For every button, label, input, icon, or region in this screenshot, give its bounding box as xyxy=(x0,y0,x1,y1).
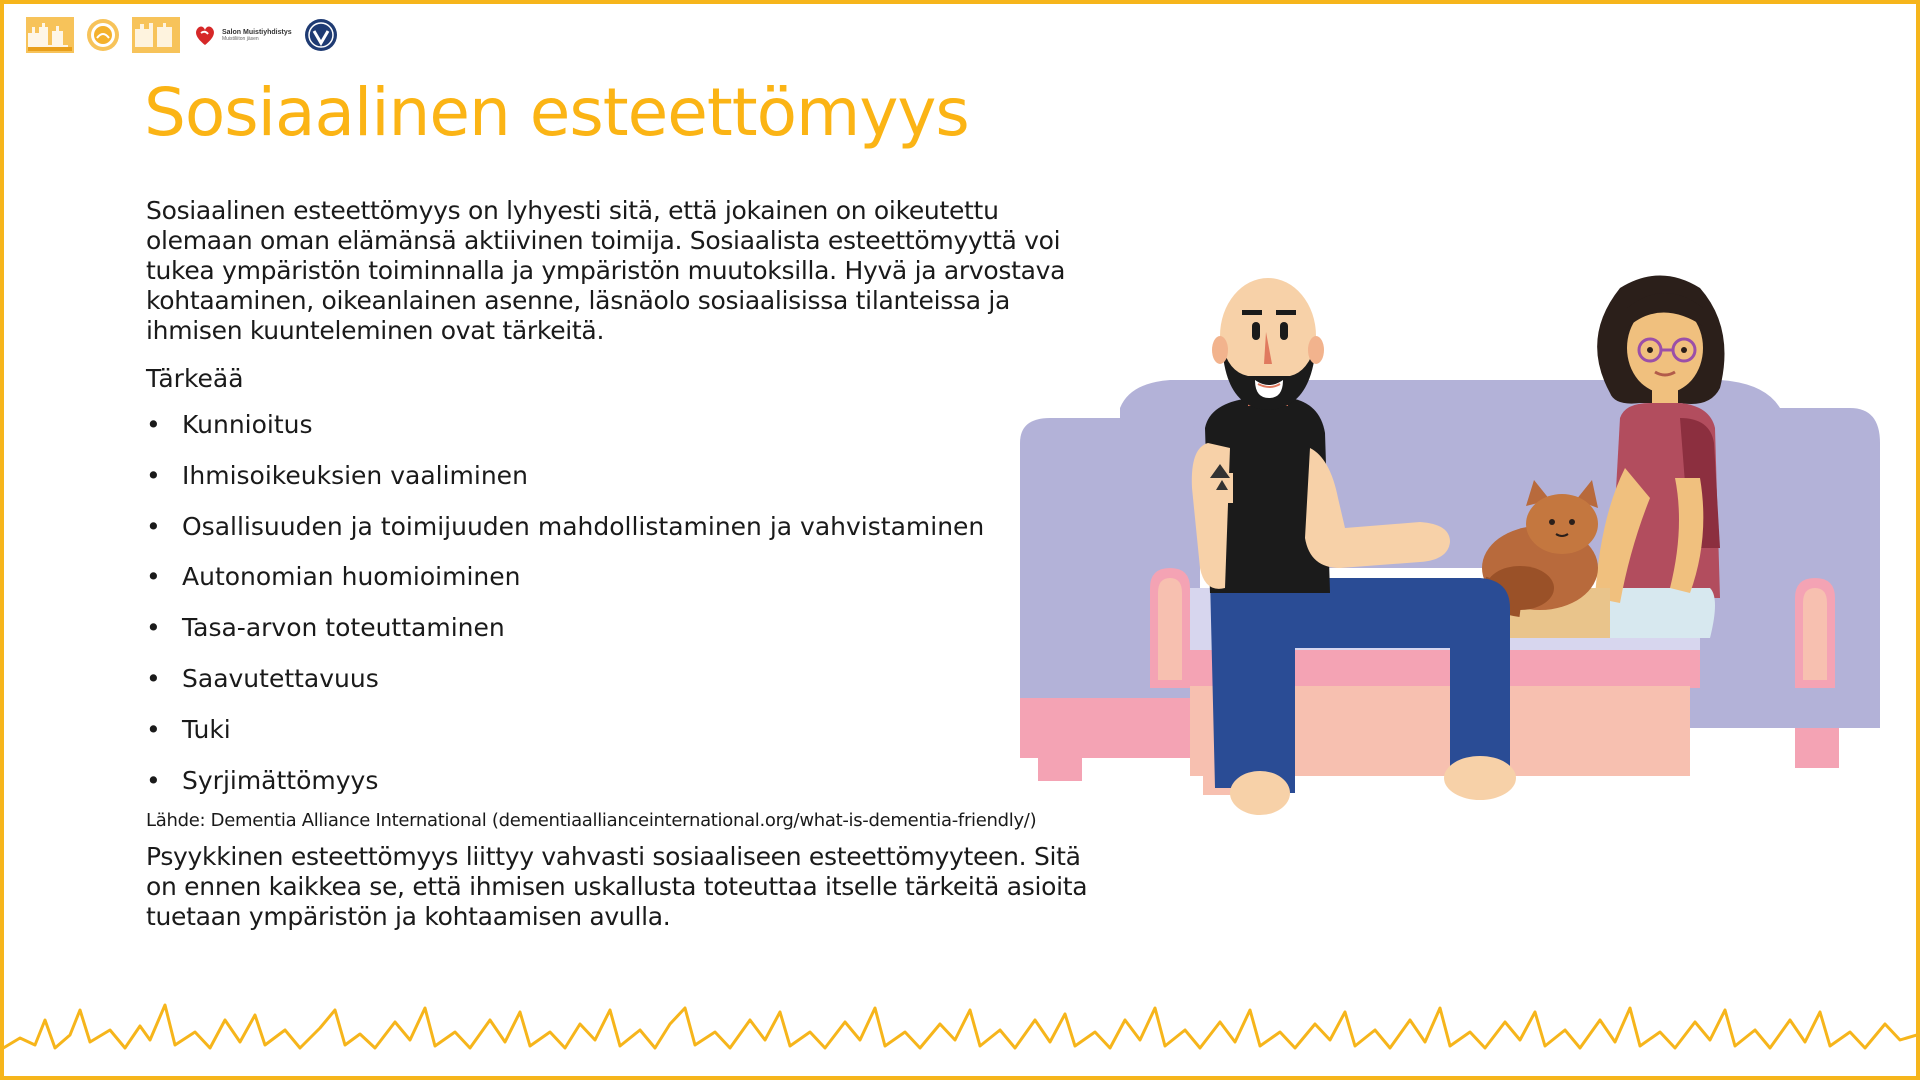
intro-paragraph: Sosiaalinen esteettömyys on lyhyesti sitä, että jokainen on oikeutettu olemaan oman elämänsä aktiivinen toimija. Sosiaalista esteettömyyttä voi tukea ympäristön toiminnalla ja ympäristön muutoksilla. Hyvä ja arvostava kohtaaminen, oikeanlainen asenne, läsnäolo sosiaalisissa tilanteissa ja ihmisen kuunteleminen ovat tärkeitä. xyxy=(146,196,1066,345)
list-item: • Ihmisoikeuksien vaaliminen xyxy=(146,461,1106,491)
page-title: Sosiaalinen esteettömyys xyxy=(144,74,969,151)
list-item: • Autonomian huomioiminen xyxy=(146,562,1106,592)
list-item: • Tuki xyxy=(146,715,1106,745)
list-item: • Syrjimättömyys xyxy=(146,766,1106,796)
round-seal-logo xyxy=(86,18,120,52)
outro-paragraph: Psyykkinen esteettömyys liittyy vahvasti sosiaaliseen esteettömyyteen. Sitä on ennen kaikkea se, että ihmisen uskallusta toteuttaa itselle tärkeitä asioita tuetaan ympäristön ja kohtaamisen avulla. xyxy=(146,842,1088,932)
heart-swirl-icon xyxy=(192,22,218,48)
source-citation: Lähde: Dementia Alliance International (dementiaallianceinternational.org/what-is-dementia-friendly/) xyxy=(146,810,1037,832)
subheading: Tärkeää xyxy=(146,364,244,393)
logo-row xyxy=(26,14,338,56)
skyline-logo-2 xyxy=(132,17,180,53)
salon-muistiyhdistys-logo: Salon Muistiyhdistys Muistiliiton jäsen xyxy=(192,22,292,48)
skyline-logo-1 xyxy=(26,17,74,53)
bullet-list xyxy=(146,410,1106,796)
list-item: • Tasa-arvon toteuttaminen xyxy=(146,613,1106,643)
main-content xyxy=(146,196,1106,932)
list-item: • Saavutettavuus xyxy=(146,664,1106,694)
skyline-decoration xyxy=(0,990,1920,1060)
blue-emblem-logo xyxy=(304,18,338,52)
sofa-illustration xyxy=(1020,268,1882,820)
list-item: • Osallisuuden ja toimijuuden mahdollistaminen ja vahvistaminen xyxy=(146,512,1106,542)
list-item: • Kunnioitus xyxy=(146,410,1106,440)
